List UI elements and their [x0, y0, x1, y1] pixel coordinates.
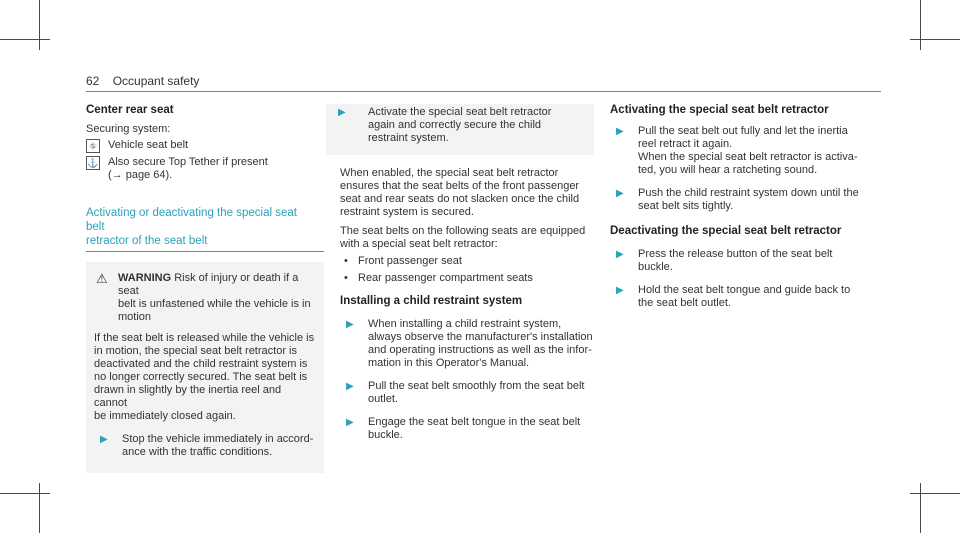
column-middle — [326, 104, 594, 442]
warning-step: ▶ Activate the special seat belt retractor again and correctly secure the child restraint system. — [326, 106, 586, 145]
warning-triangle-icon: ⚠ — [96, 271, 108, 286]
list-item: • Rear passenger compartment seats — [344, 272, 533, 284]
crop-mark — [39, 0, 40, 50]
step-arrow-icon: ▶ — [616, 188, 624, 199]
warning-panel — [86, 262, 324, 473]
page-header — [86, 74, 199, 88]
section-heading: Deactivating the special seat belt retractor — [610, 225, 842, 237]
step-item: ▶ Pull the seat belt smoothly from the seat belt outlet. — [340, 380, 594, 406]
warning-title: WARNING — [118, 272, 172, 284]
column-right — [610, 104, 882, 310]
step-item: ▶ When installing a child restraint system, always observe the manufacturer's installation and operating instructions as well as the infor- mation in this Operator's Manual. — [340, 318, 594, 370]
crop-mark — [0, 39, 50, 40]
crop-mark — [910, 39, 960, 40]
step-arrow-icon: ▶ — [346, 381, 354, 392]
step-arrow-icon: ▶ — [616, 249, 624, 260]
warning-step: ▶ Stop the vehicle immediately in accord- ance with the traffic conditions. — [94, 433, 316, 459]
warning-line: belt is unfastened while the vehicle is in — [118, 298, 311, 310]
column-left — [86, 104, 316, 473]
step-item: ▶ Hold the seat belt tongue and guide back to the seat belt outlet. — [610, 284, 882, 310]
header-rule — [86, 91, 881, 92]
warning-line: motion — [118, 311, 152, 323]
step-list — [326, 318, 594, 442]
step-arrow-icon: ▶ — [338, 107, 346, 118]
paragraph: When enabled, the special seat belt retractor ensures that the seat belts of the front passenger seat and rear seats do not slacken once the child restraint system is secured. — [340, 167, 580, 218]
accent-heading: Activating or deactivating the special seat belt retractor of the seat belt — [86, 206, 316, 252]
bullet-list — [326, 255, 594, 285]
section-heading: Activating the special seat belt retractor — [610, 104, 829, 116]
step-item: ▶ Engage the seat belt tongue in the seat belt buckle. — [340, 416, 594, 442]
step-item: ▶ Push the child restraint system down until the seat belt sits tightly. — [610, 187, 882, 213]
crop-mark — [39, 483, 40, 533]
icon-item — [86, 156, 316, 182]
paragraph: The seat belts on the following seats are equipped with a special seat belt retractor: — [340, 225, 586, 250]
section-heading: Center rear seat — [86, 104, 174, 116]
warning-body: If the seat belt is released while the vehicle is in motion, the special seat belt retractor is deactivated and the child restraint system is no longer correctly secured. The seat belt is drawn in slightly by the inertia reel and cannot be immediately closed again. — [94, 332, 315, 422]
icon-item-text: Also secure Top Tether if present — [108, 156, 268, 168]
step-arrow-icon: ▶ — [346, 319, 354, 330]
step-item: ▶ Press the release button of the seat belt buckle. — [610, 248, 882, 274]
seat-belt-icon: ⛗ — [86, 139, 100, 153]
warning-intro: Risk of injury or death if a seat — [118, 272, 299, 297]
page-reference-link[interactable]: (→ page 64). — [108, 169, 173, 181]
step-arrow-icon: ▶ — [100, 434, 108, 445]
step-arrow-icon: ▶ — [616, 285, 624, 296]
crop-mark — [0, 493, 50, 494]
step-arrow-icon: ▶ — [616, 126, 624, 137]
securing-label: Securing system: — [86, 123, 171, 135]
top-tether-icon: ⚓ — [86, 156, 100, 170]
crop-mark — [920, 0, 921, 50]
step-arrow-icon: ▶ — [346, 417, 354, 428]
crop-mark — [920, 483, 921, 533]
icon-item — [86, 139, 316, 153]
accent-rule — [86, 251, 324, 252]
section-heading: Installing a child restraint system — [340, 295, 523, 307]
continued-warning-panel — [326, 104, 594, 155]
icon-item-text: Vehicle seat belt — [108, 139, 189, 151]
page-section-title: Occupant safety — [112, 74, 200, 88]
list-item: • Front passenger seat — [344, 255, 462, 267]
crop-mark — [910, 493, 960, 494]
step-item: ▶ Pull the seat belt out fully and let the inertia reel retract it again. When the special seat belt retractor is activa- ted, you will hear a ratcheting sound. — [610, 125, 882, 177]
page-number: 62 — [86, 74, 100, 88]
